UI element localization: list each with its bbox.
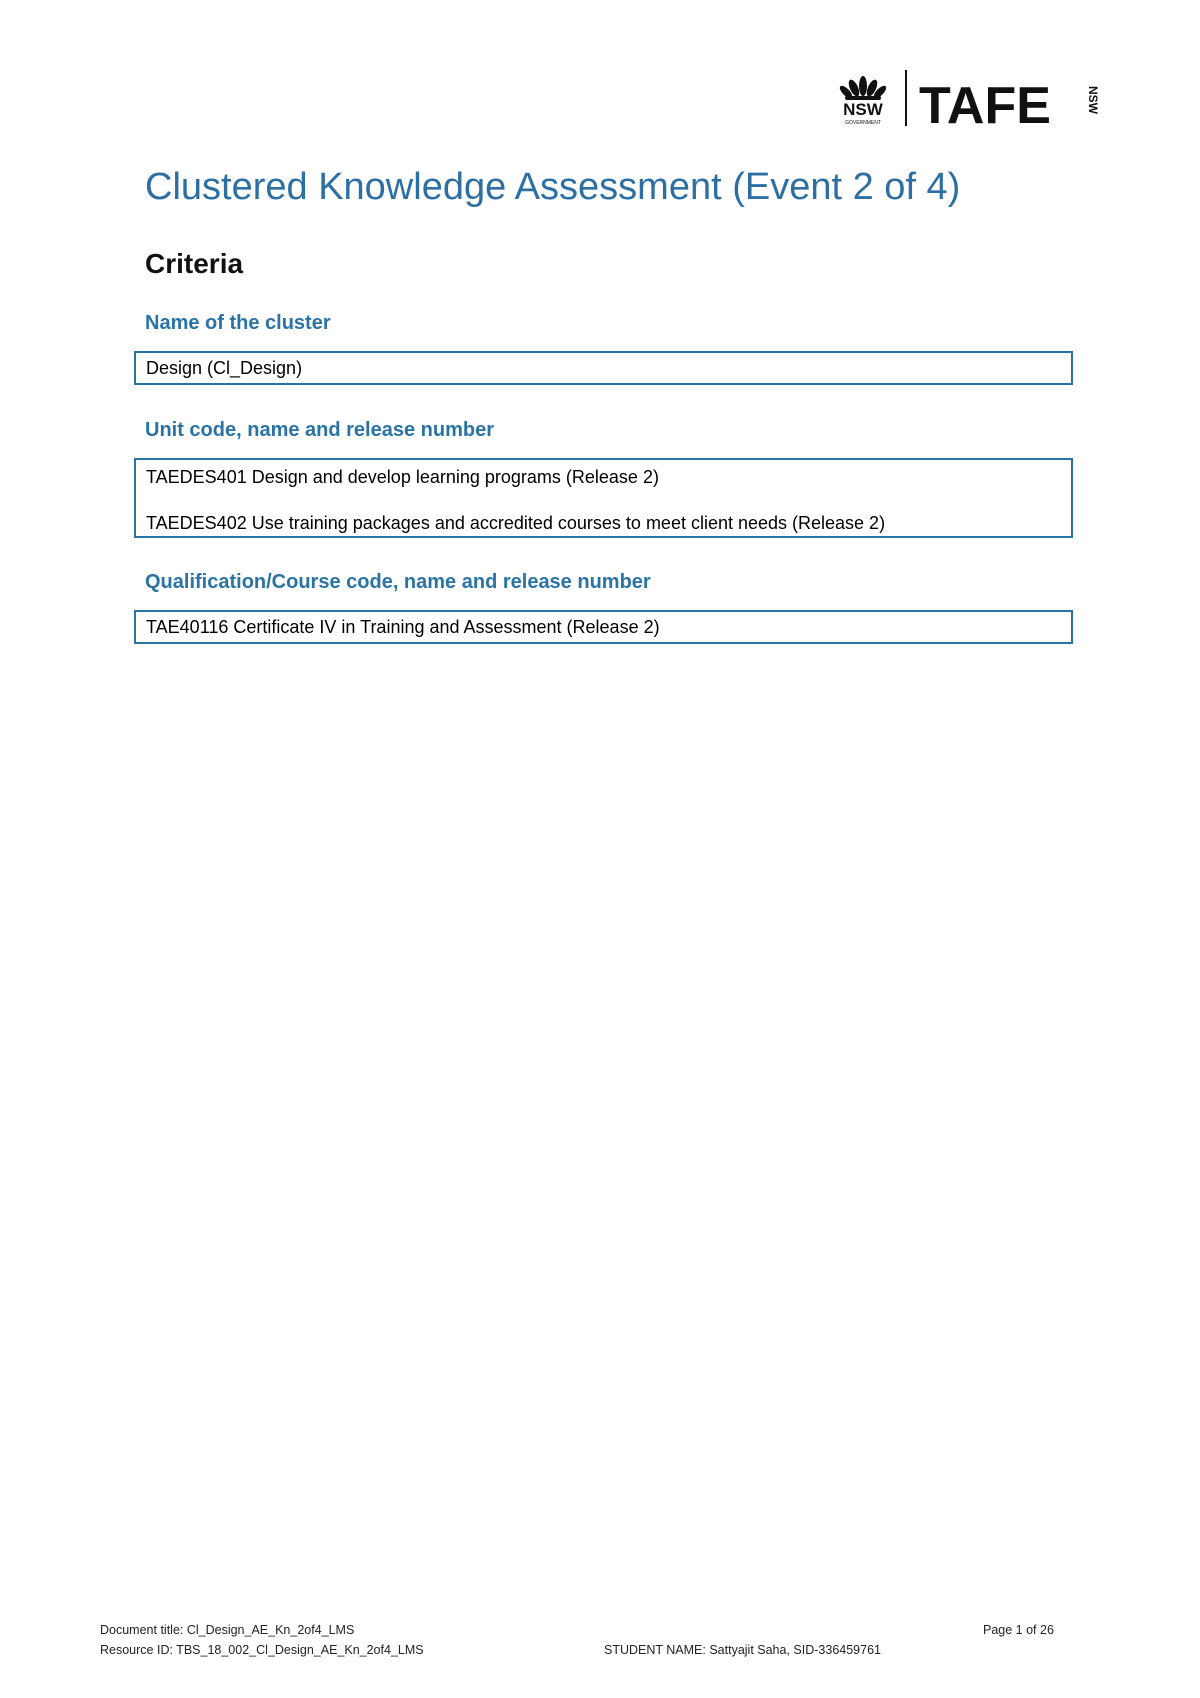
document-title: Clustered Knowledge Assessment (Event 2 of 4) — [145, 166, 961, 208]
footer-student-name: STUDENT NAME: Sattyajit Saha, SID-336459761 — [604, 1643, 881, 1657]
logo-nsw-text: NSW — [843, 100, 883, 119]
footer-page-number: Page 1 of 26 — [983, 1623, 1054, 1637]
unit-box — [134, 458, 1073, 538]
qualification-value: TAE40116 Certificate IV in Training and Assessment (Release 2) — [146, 617, 660, 637]
section-heading-criteria: Criteria — [145, 248, 244, 279]
qualification-label: Qualification/Course code, name and release number — [145, 571, 651, 593]
cluster-box — [134, 351, 1073, 385]
unit-value-2: TAEDES402 Use training packages and accredited courses to meet client needs (Release 2) — [146, 513, 886, 533]
logo-tafe-nsw-side-text: NSW — [1086, 86, 1100, 114]
unit-value-1: TAEDES401 Design and develop learning programs (Release 2) — [146, 467, 659, 487]
tafe-nsw-logo — [833, 68, 1100, 135]
logo-government-text: GOVERNMENT — [845, 120, 881, 126]
cluster-label: Name of the cluster — [145, 312, 331, 334]
footer-document-title: Document title: Cl_Design_AE_Kn_2of4_LMS — [100, 1623, 355, 1637]
waratah-icon — [838, 76, 888, 100]
logo-divider — [905, 70, 907, 126]
footer-resource-id: Resource ID: TBS_18_002_Cl_Design_AE_Kn_2of4_LMS — [100, 1643, 424, 1657]
qualification-box — [134, 610, 1073, 644]
logo-tafe-text: TAFE — [919, 77, 1051, 135]
cluster-value: Design (Cl_Design) — [146, 358, 303, 378]
unit-label: Unit code, name and release number — [145, 419, 494, 441]
